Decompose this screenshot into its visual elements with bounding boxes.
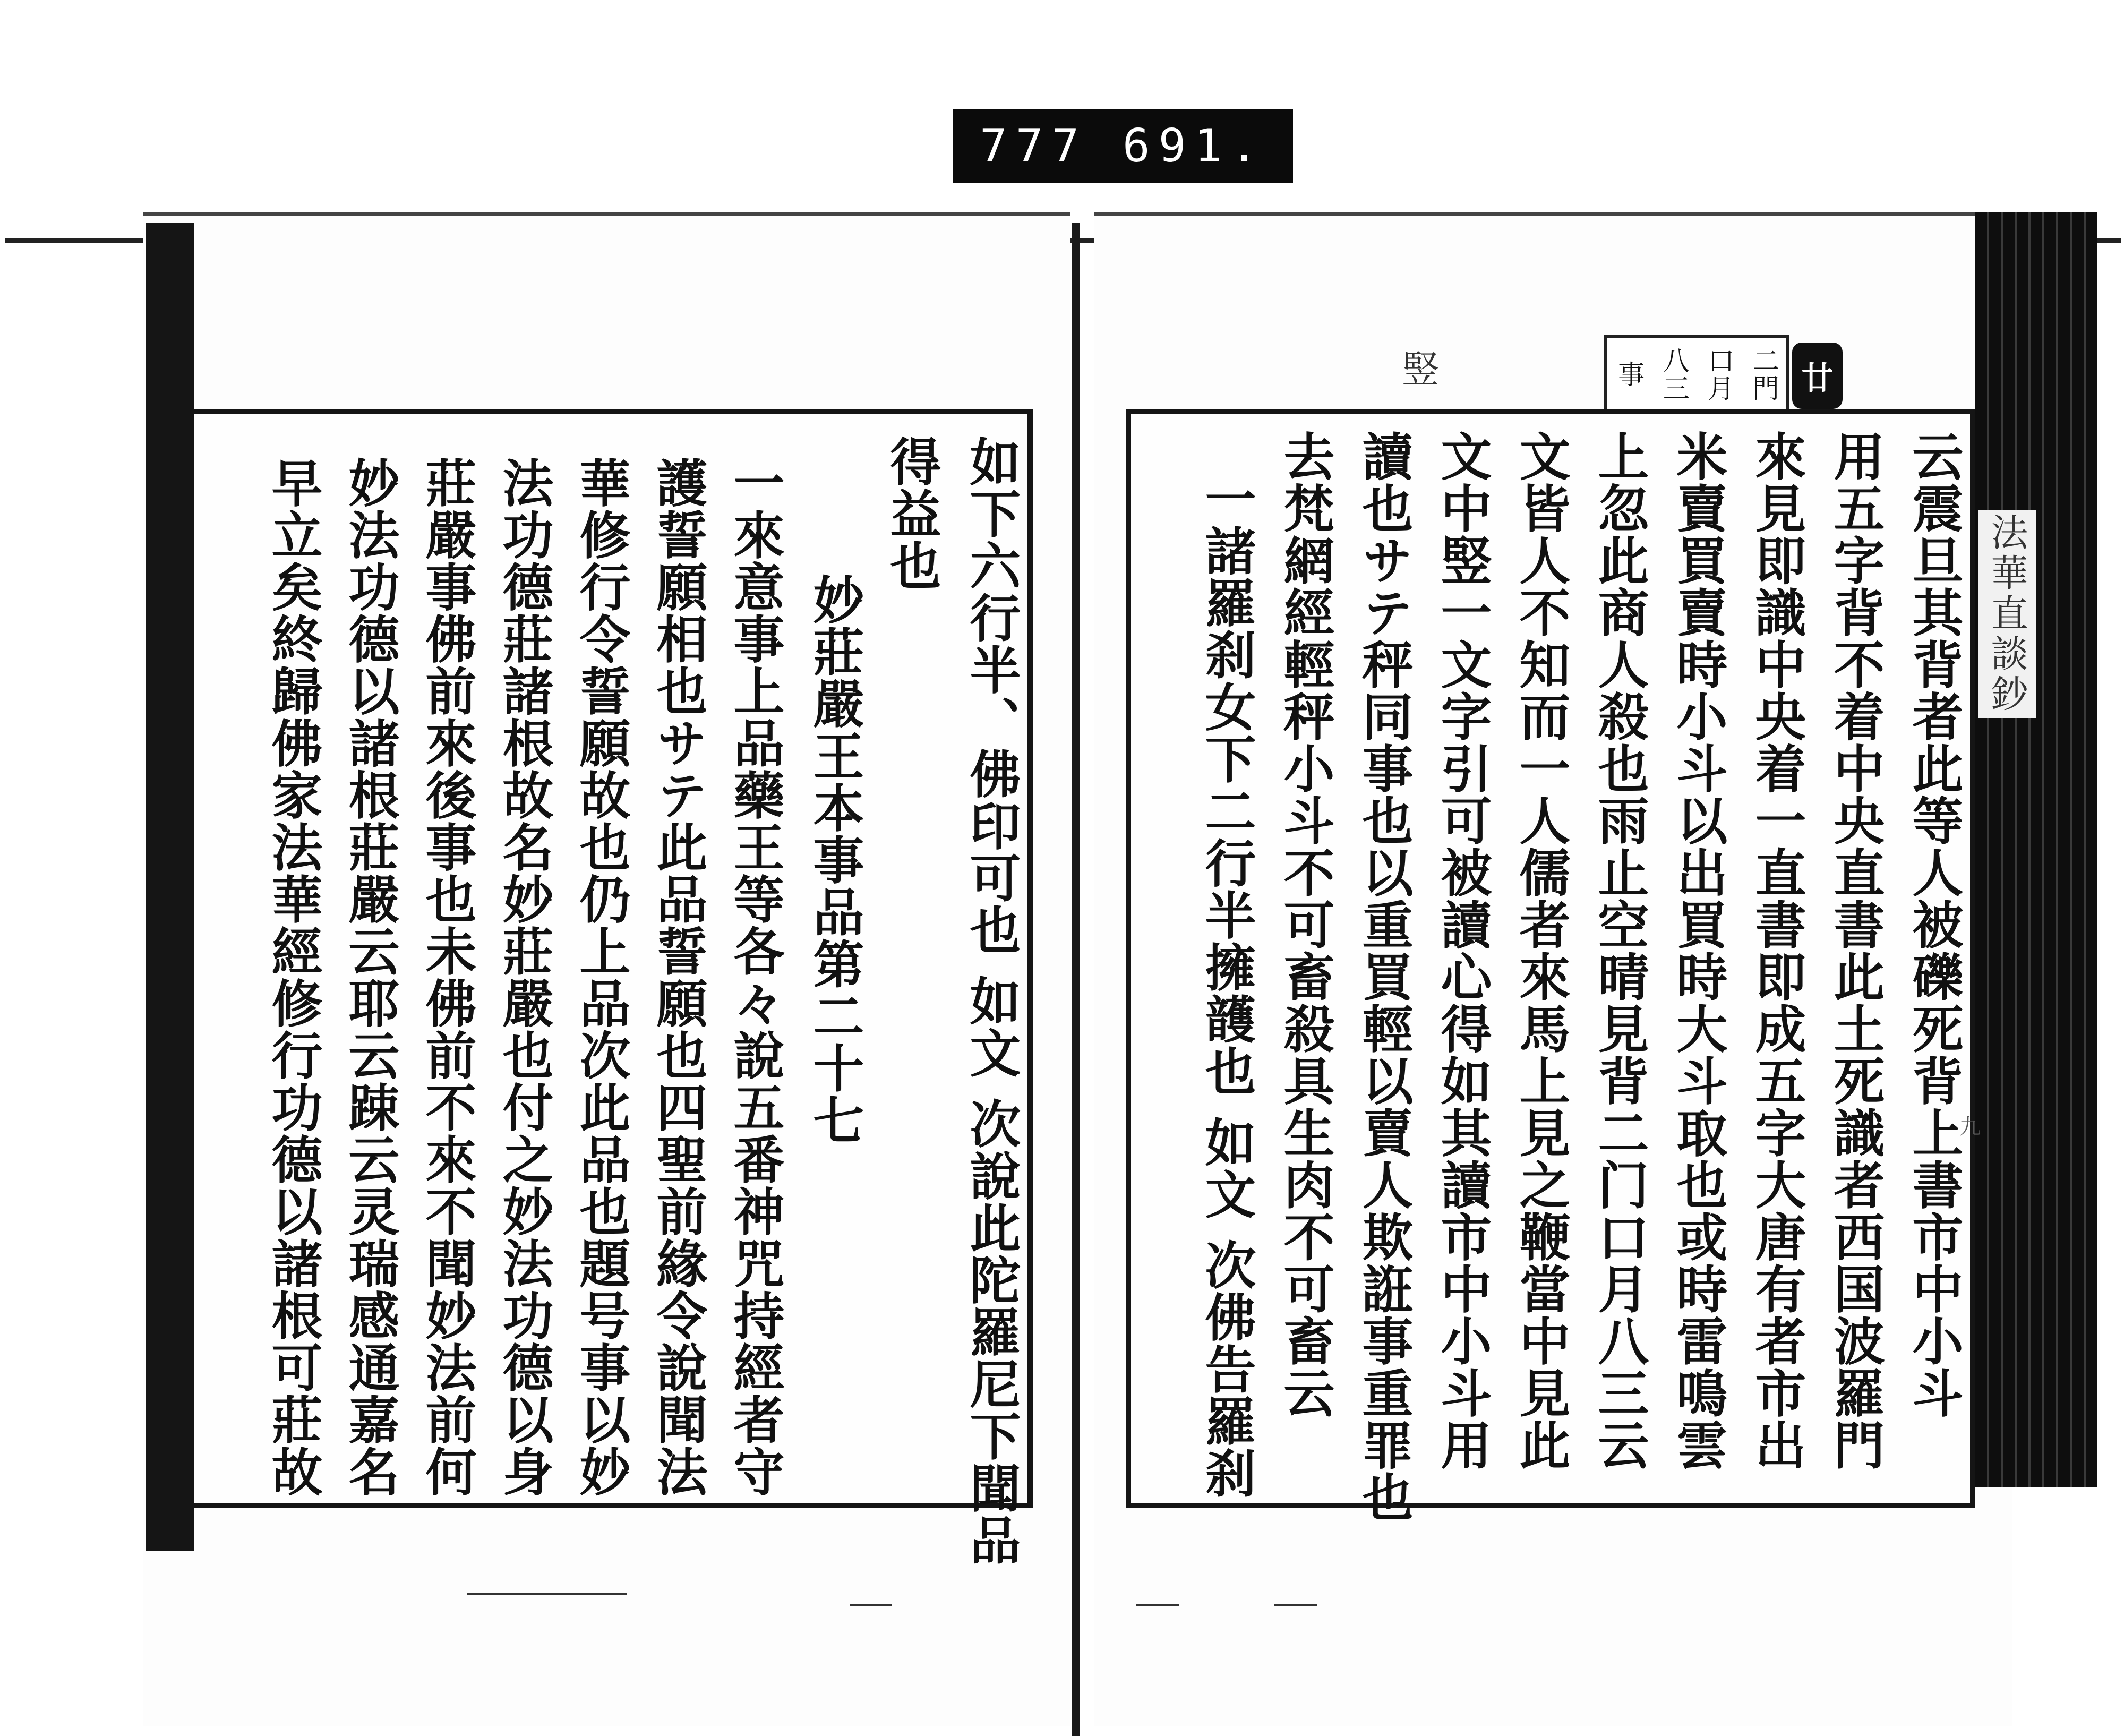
right-column-7: 文中竪一文字引可被讀心得如其讀市中小斗用 xyxy=(1433,430,1493,1471)
right-column-5: 上忽此商人殺也雨止空晴見背二门口月八三云 xyxy=(1590,430,1650,1471)
right-column-10: 一諸羅刹女下二行半擁頀也 如文 次佛告羅刹 xyxy=(1197,473,1257,1499)
right-column-3: 來見即識中央着一直書即成五字大唐有者市出 xyxy=(1747,430,1807,1471)
right-column-1: 云震旦其背者此等人被礫死背上書市中小斗 xyxy=(1904,430,1964,1419)
chapter-heading: 妙莊嚴王本事品第二十七 xyxy=(805,574,865,1146)
archive-number-left: 777 xyxy=(980,119,1088,173)
scan-scratch xyxy=(467,1593,627,1595)
left-column-4: 一來意事上品藥王等各々說五番神咒持經者守 xyxy=(725,457,785,1498)
right-column-9: 去梵網經輕秤小斗不可畜殺具生肉不可畜云 xyxy=(1275,430,1335,1419)
archive-number-plate xyxy=(953,109,1293,183)
top-marker: 竪 xyxy=(1402,348,1439,391)
index-box-item: 事 xyxy=(1614,361,1645,388)
bottom-mark xyxy=(1274,1604,1317,1606)
right-side-title: 法華直談鈔 xyxy=(1978,510,2036,718)
left-column-1: 如下六行半、佛印可也 如文 次說此陀羅尼下聞品 xyxy=(962,435,1022,1566)
left-column-9: 妙法功德以諸根莊嚴云耶云踈云灵瑞感通嘉名 xyxy=(340,457,400,1498)
left-column-8: 莊嚴事佛前來後事也未佛前不來不聞妙法前何 xyxy=(417,457,477,1498)
index-box-item: 八三 xyxy=(1658,347,1690,402)
page-number: 九 xyxy=(1959,1115,1981,1139)
left-column-2: 得益也 xyxy=(882,435,942,592)
left-page-edge xyxy=(146,223,194,1551)
index-box xyxy=(1604,335,1789,414)
index-box-item: 二門 xyxy=(1748,347,1779,402)
left-text-frame xyxy=(189,409,1033,1566)
right-column-8: 讀也サテ秤同事也以重買輕以賣人欺誑事重罪也 xyxy=(1354,430,1414,1523)
left-column-7: 法功德莊諸根故名妙莊嚴也付之妙法功德以身 xyxy=(494,457,554,1498)
right-text-frame xyxy=(1126,409,1975,1523)
right-column-4: 米賣買賣時小斗以出買時大斗取也或時雷鳴雲 xyxy=(1668,430,1728,1471)
right-page-edge xyxy=(1975,212,2097,1487)
index-box-item: 口月 xyxy=(1703,347,1735,402)
bottom-mark xyxy=(850,1604,892,1606)
left-column-10: 早立矣終歸佛家法華經修行功德以諸根可莊故 xyxy=(263,457,323,1498)
left-column-6: 華修行令誓願故也仍上品次此品也題号事以妙 xyxy=(571,457,631,1498)
chapter-number-mark: 廿 xyxy=(1792,343,1843,409)
archive-number-right: 691. xyxy=(1122,119,1266,173)
right-column-6: 文皆人不知而一人儒者來馬上見之鞭當中見此 xyxy=(1511,430,1571,1471)
left-column-5: 護誓願相也サテ此品誓願也四聖前緣令說聞法 xyxy=(648,457,708,1498)
book-spine xyxy=(1072,223,1080,1736)
right-column-2: 用五字背不着中央直書此土死識者西国波羅門 xyxy=(1826,430,1886,1471)
bottom-mark xyxy=(1136,1604,1179,1606)
